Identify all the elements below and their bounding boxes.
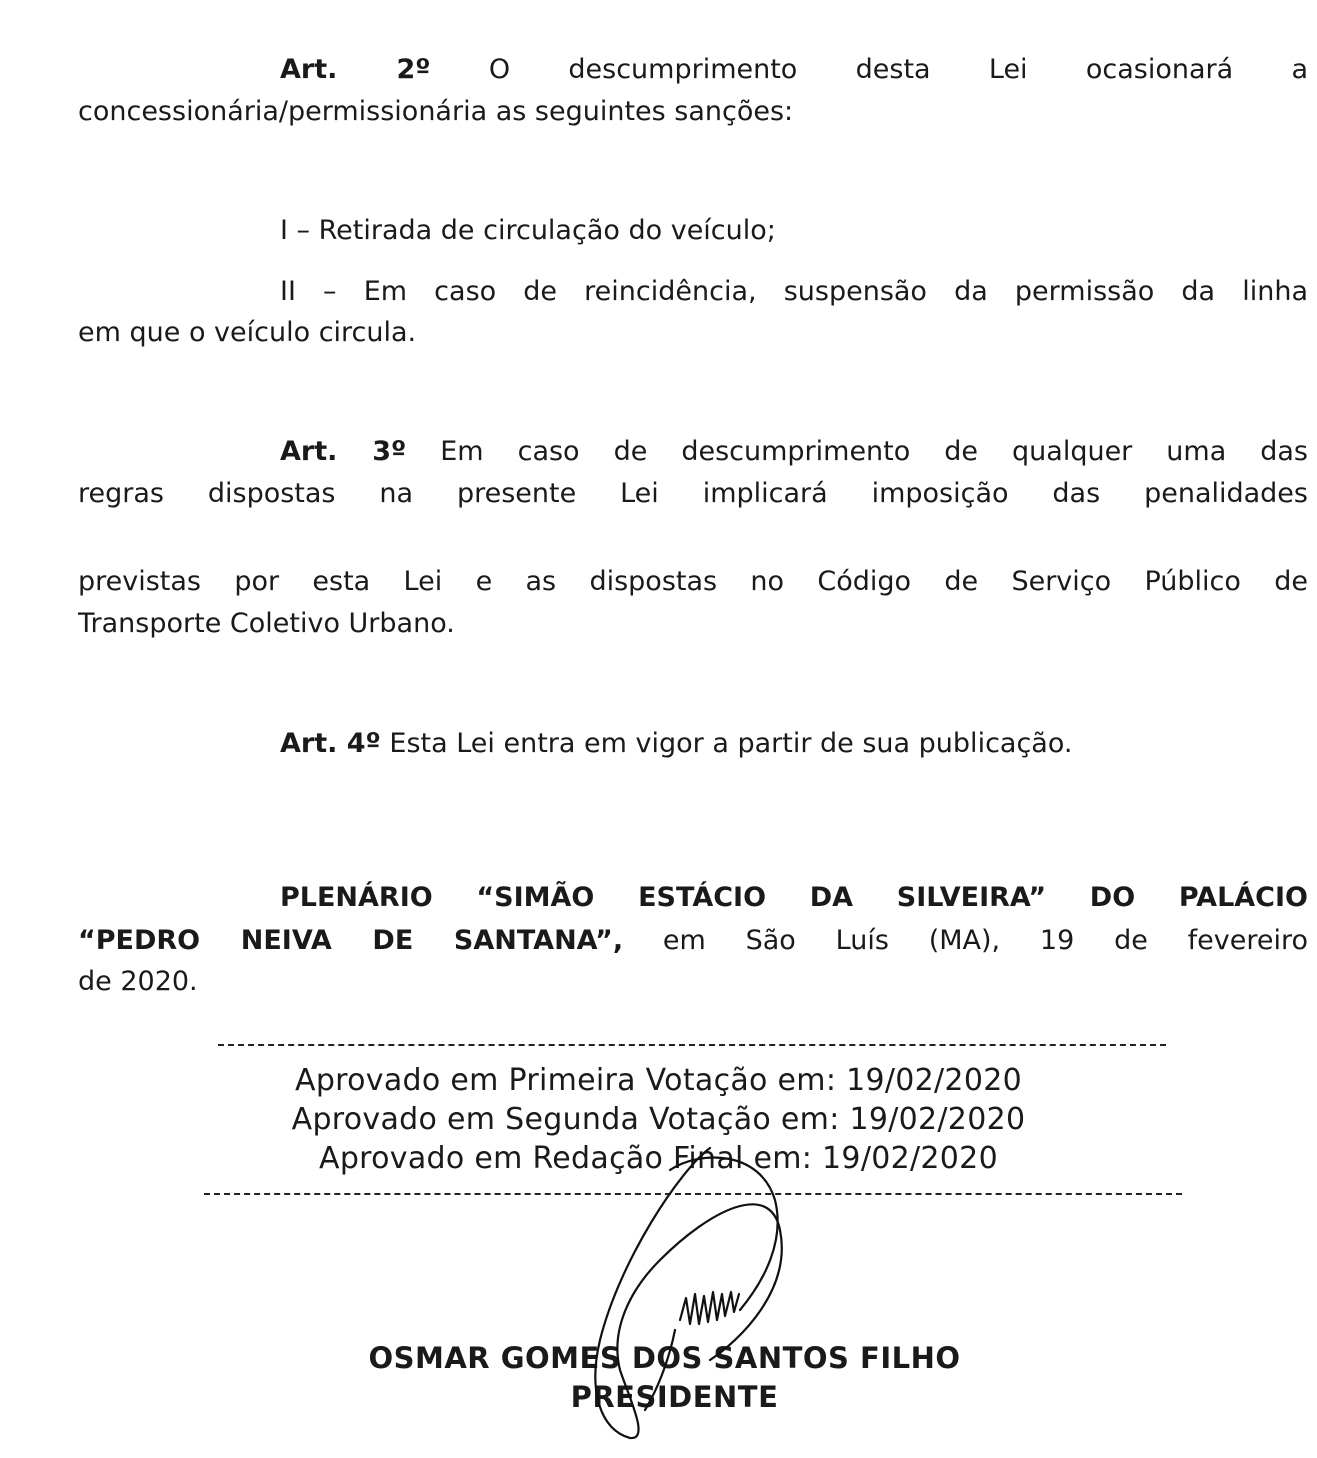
- item-2-line2: [78, 313, 1308, 353]
- art3-text2: regras dispostas na presente Lei implicará imposição das penalidades: [78, 478, 1308, 509]
- vote-first: Aprovado em Primeira Votação em: 19/02/2020: [295, 1063, 1022, 1098]
- art3-text4: Transporte Coletivo Urbano.: [78, 608, 455, 639]
- art3-text3: previstas por esta Lei e as dispostas no Código de Serviço Público de: [78, 566, 1308, 597]
- art2-line1: [78, 50, 1308, 90]
- closing-bold1: PLENÁRIO “SIMÃO ESTÁCIO DA SILVEIRA” DO PALÁCIO: [280, 882, 1308, 913]
- item-2-line1: [78, 272, 1308, 312]
- item-2-text2: em que o veículo circula.: [78, 317, 417, 348]
- closing-line3: [78, 962, 1308, 1002]
- art3-line3: [78, 562, 1308, 602]
- closing-bold2: “PEDRO NEIVA DE SANTANA”,: [78, 925, 624, 956]
- signatory-name: OSMAR GOMES DOS SANTOS FILHO: [368, 1341, 961, 1375]
- art2-text: O descumprimento desta Lei ocasionará a: [488, 54, 1308, 85]
- vote-second: Aprovado em Segunda Votação em: 19/02/2020: [291, 1102, 1026, 1137]
- art2-label: Art. 2º: [280, 54, 431, 85]
- separator-top: [218, 1044, 1166, 1046]
- art2-text2: concessionária/permissionária as seguintes sanções:: [78, 96, 794, 127]
- art4: [78, 724, 1308, 764]
- closing-line2: [78, 921, 1308, 961]
- art3-line2: [78, 474, 1308, 514]
- art3-line1: [78, 432, 1308, 472]
- closing-line1: [78, 878, 1308, 918]
- item-1: [78, 211, 1308, 251]
- signature-stroke-scribble: [680, 1292, 739, 1324]
- item-1-text: I – Retirada de circulação do veículo;: [280, 215, 776, 246]
- closing-text: em São Luís (MA), 19 de fevereiro: [662, 925, 1308, 956]
- art3-text: Em caso de descumprimento de qualquer uma das: [440, 436, 1308, 467]
- item-2-text: II – Em caso de reincidência, suspensão da permissão da linha: [280, 276, 1308, 307]
- art3-line4: [78, 604, 1308, 644]
- closing-text2: de 2020.: [78, 966, 198, 997]
- vote-final: Aprovado em Redação Final em: 19/02/2020: [319, 1141, 998, 1176]
- signatory-role: PRESIDENTE: [570, 1380, 779, 1414]
- handwritten-signature: [560, 1140, 800, 1440]
- signature-stroke-outer: [670, 1158, 778, 1310]
- signature-stroke-tail: [645, 1330, 675, 1410]
- art4-label: Art. 4º: [280, 728, 381, 759]
- art4-text: Esta Lei entra em vigor a partir de sua publicação.: [389, 728, 1073, 759]
- art3-label: Art. 3º: [280, 436, 407, 467]
- art2-line2: [78, 92, 1308, 132]
